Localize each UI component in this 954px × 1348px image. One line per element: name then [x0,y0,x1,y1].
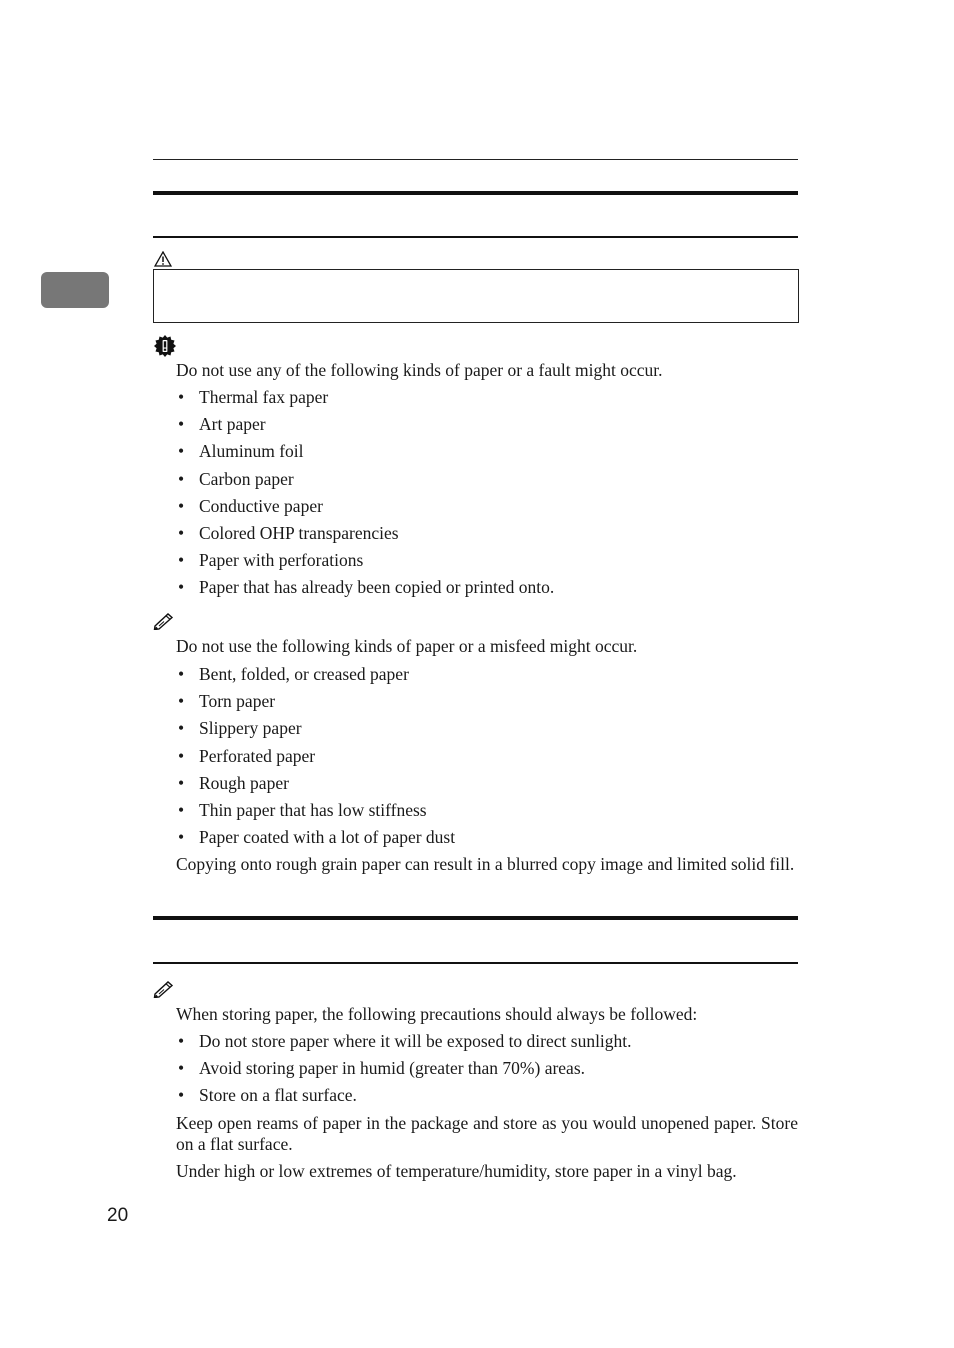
note2-paragraph-1: Keep open reams of paper in the package and store as you would unopened paper. Store on a flat surface. [176,1113,798,1154]
list-item: • Rough paper [176,773,455,800]
list-item: • Paper with perforations [176,550,554,577]
caution-icon [154,251,172,267]
list-item: • Store on a flat surface. [176,1085,632,1112]
note2-list [176,1031,632,1113]
chapter-tab [41,272,109,308]
list-item: • Do not store paper where it will be exposed to direct sunlight. [176,1031,632,1058]
header-rule [153,159,798,160]
list-item: • Bent, folded, or creased paper [176,664,455,691]
list-item: • Colored OHP transparencies [176,523,554,550]
note1-intro: Do not use the following kinds of paper or a misfeed might occur. [176,636,638,656]
list-item: • Carbon paper [176,469,554,496]
list-item: • Paper coated with a lot of paper dust [176,827,455,854]
subsection-rule [153,236,798,238]
list-item: • Thermal fax paper [176,387,554,414]
list-item: • Torn paper [176,691,455,718]
note2-paragraph-2: Under high or low extremes of temperature/humidity, store paper in a vinyl bag. [176,1161,737,1181]
important-icon [154,335,176,357]
list-item: • Avoid storing paper in humid (greater than 70%) areas. [176,1058,632,1085]
note1-closing: Copying onto rough grain paper can result in a blurred copy image and limited solid fill. [176,854,795,874]
note2-intro: When storing paper, the following precautions should always be followed: [176,1004,698,1024]
list-item: • Thin paper that has low stiffness [176,800,455,827]
list-item: • Perforated paper [176,746,455,773]
list-item: • Art paper [176,414,554,441]
list-item: • Paper that has already been copied or printed onto. [176,577,554,604]
page-number: 20 [107,1205,129,1226]
section-rule-bottom [153,916,798,920]
note1-list [176,664,455,854]
caution-box [153,269,799,323]
important-intro: Do not use any of the following kinds of paper or a fault might occur. [176,360,663,380]
list-item: • Slippery paper [176,718,455,745]
list-item: • Aluminum foil [176,441,554,468]
note-pencil-icon [153,980,175,998]
note-pencil-icon [153,612,175,630]
section-rule-top [153,191,798,195]
list-item: • Conductive paper [176,496,554,523]
important-list [176,387,554,605]
subsection-rule-storage [153,962,798,964]
